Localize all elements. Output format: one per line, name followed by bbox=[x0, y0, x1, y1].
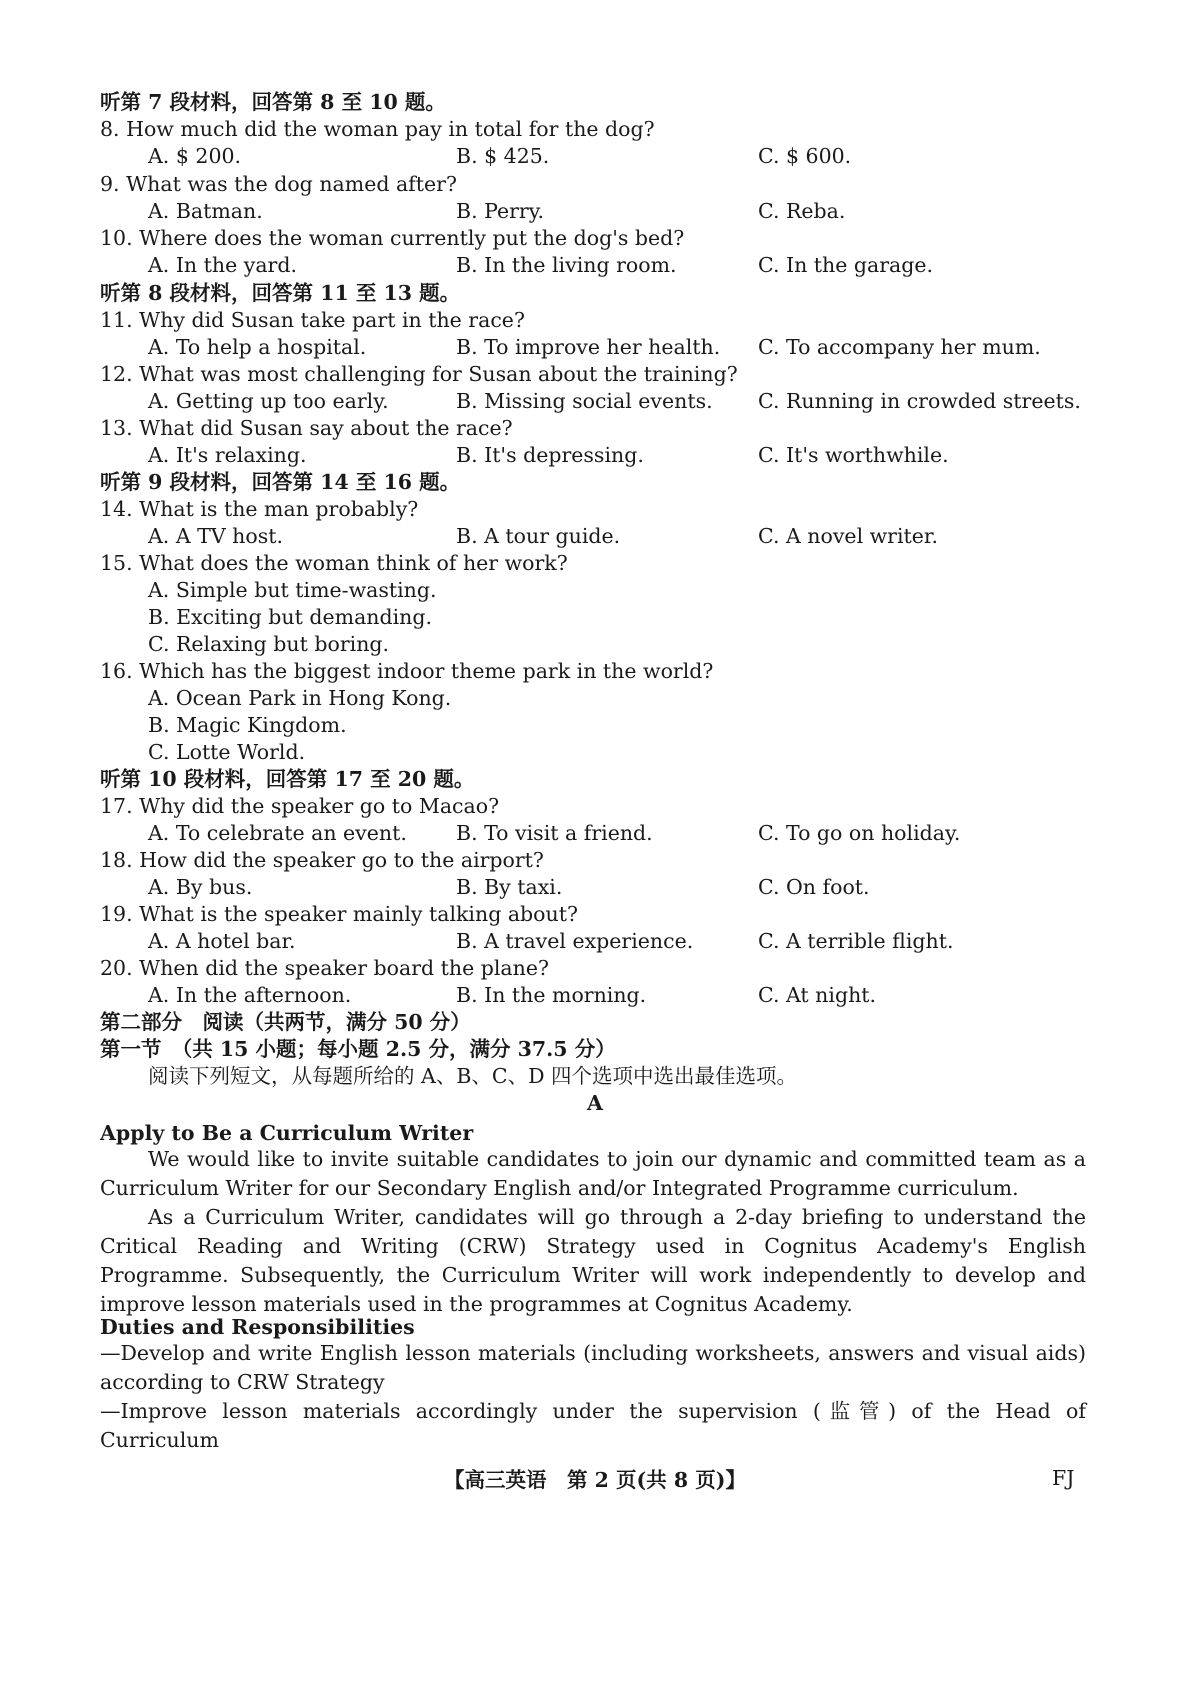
passage-label: A bbox=[587, 1091, 603, 1115]
option-a: A. $ 200. bbox=[148, 144, 242, 168]
question-19: 19. What is the speaker mainly talking about? bbox=[100, 902, 578, 926]
options-row bbox=[0, 929, 1190, 953]
option-c: C. In the garage. bbox=[758, 253, 934, 277]
instruction: 阅读下列短文，从每题所给的 A、B、C、D 四个选项中选出最佳选项。 bbox=[148, 1064, 798, 1088]
option-c: C. $ 600. bbox=[758, 144, 852, 168]
option-a: A. By bus. bbox=[148, 875, 253, 899]
duty-item: —Improve lesson materials accordingly under the supervision (监管) of the Head of Curriculum bbox=[100, 1399, 1086, 1452]
options-row bbox=[0, 524, 1190, 548]
options-row bbox=[0, 199, 1190, 223]
option-c: C. It's worthwhile. bbox=[758, 443, 949, 467]
options-row bbox=[0, 983, 1190, 1007]
options-row bbox=[0, 253, 1190, 277]
question-8: 8. How much did the woman pay in total for the dog? bbox=[100, 117, 655, 141]
options-row bbox=[0, 443, 1190, 467]
option-a: A. Ocean Park in Hong Kong. bbox=[148, 686, 452, 710]
option-c: C. At night. bbox=[758, 983, 877, 1007]
option-b: B. Perry. bbox=[456, 199, 545, 223]
question-17: 17. Why did the speaker go to Macao? bbox=[100, 794, 500, 818]
question-9: 9. What was the dog named after? bbox=[100, 172, 457, 196]
question-14: 14. What is the man probably? bbox=[100, 497, 419, 521]
section-title: 第一节 （共 15 小题；每小题 2.5 分，满分 37.5 分） bbox=[100, 1037, 616, 1061]
section-header: 听第 8 段材料，回答第 11 至 13 题。 bbox=[100, 281, 461, 305]
section-header: 听第 10 段材料，回答第 17 至 20 题。 bbox=[100, 767, 475, 791]
option-b: B. Magic Kingdom. bbox=[148, 713, 347, 737]
option-c: C. On foot. bbox=[758, 875, 870, 899]
option-a: A. Getting up too early. bbox=[148, 389, 389, 413]
option-c: C. A terrible flight. bbox=[758, 929, 954, 953]
option-c: C. Lotte World. bbox=[148, 740, 306, 764]
option-b: B. $ 425. bbox=[456, 144, 550, 168]
page-footer: 【高三英语 第 2 页(共 8 页)】 bbox=[444, 1468, 746, 1492]
option-c: C. To accompany her mum. bbox=[758, 335, 1041, 359]
options-row bbox=[0, 821, 1190, 845]
option-a: A. A TV host. bbox=[148, 524, 283, 548]
option-a: A. It's relaxing. bbox=[148, 443, 307, 467]
option-a: A. To celebrate an event. bbox=[148, 821, 407, 845]
question-13: 13. What did Susan say about the race? bbox=[100, 416, 513, 440]
option-a: A. In the yard. bbox=[148, 253, 297, 277]
option-a: A. Batman. bbox=[148, 199, 263, 223]
part-title: 第二部分 阅读（共两节，满分 50 分） bbox=[100, 1010, 471, 1034]
question-12: 12. What was most challenging for Susan about the training? bbox=[100, 362, 738, 386]
option-c: C. Relaxing but boring. bbox=[148, 632, 390, 656]
option-b: B. To improve her health. bbox=[456, 335, 721, 359]
option-b: B. In the living room. bbox=[456, 253, 677, 277]
option-a: A. To help a hospital. bbox=[148, 335, 367, 359]
options-row bbox=[0, 389, 1190, 413]
section-header: 听第 9 段材料，回答第 14 至 16 题。 bbox=[100, 470, 461, 494]
option-b: B. To visit a friend. bbox=[456, 821, 653, 845]
option-b: B. In the morning. bbox=[456, 983, 647, 1007]
option-b: B. It's depressing. bbox=[456, 443, 644, 467]
option-c: C. A novel writer. bbox=[758, 524, 938, 548]
question-18: 18. How did the speaker go to the airport? bbox=[100, 848, 544, 872]
option-b: B. A tour guide. bbox=[456, 524, 621, 548]
options-row bbox=[0, 335, 1190, 359]
article-title: Apply to Be a Curriculum Writer bbox=[100, 1121, 474, 1145]
option-a: A. Simple but time-wasting. bbox=[148, 578, 437, 602]
option-c: C. To go on holiday. bbox=[758, 821, 961, 845]
article-paragraph: We would like to invite suitable candidates to join our dynamic and committed team as a Curriculum Writer for our Secondary English and/or Integrated Programme curriculum. bbox=[100, 1147, 1086, 1200]
option-b: B. A travel experience. bbox=[456, 929, 694, 953]
section-header: 听第 7 段材料，回答第 8 至 10 题。 bbox=[100, 90, 446, 114]
option-b: B. Missing social events. bbox=[456, 389, 713, 413]
option-b: B. Exciting but demanding. bbox=[148, 605, 433, 629]
question-15: 15. What does the woman think of her work? bbox=[100, 551, 568, 575]
footer-code: FJ bbox=[1052, 1466, 1075, 1490]
option-b: B. By taxi. bbox=[456, 875, 563, 899]
duty-item: —Develop and write English lesson materials (including worksheets, answers and visual aids) according to CRW Strategy bbox=[100, 1341, 1086, 1394]
option-c: C. Reba. bbox=[758, 199, 846, 223]
option-a: A. In the afternoon. bbox=[148, 983, 352, 1007]
duties-title: Duties and Responsibilities bbox=[100, 1315, 415, 1339]
question-10: 10. Where does the woman currently put the dog's bed? bbox=[100, 226, 685, 250]
question-16: 16. Which has the biggest indoor theme park in the world? bbox=[100, 659, 714, 683]
options-row bbox=[0, 144, 1190, 168]
question-20: 20. When did the speaker board the plane? bbox=[100, 956, 549, 980]
article-paragraph: As a Curriculum Writer, candidates will go through a 2-day briefing to understand the Critical Reading and Writing (CRW) Strategy used in Cognitus Academy's English Programme. Subsequently, the Curriculum Writer will work independently to develop and improve lesson materials used in the programmes at Cognitus Academy. bbox=[100, 1205, 1086, 1316]
options-row bbox=[0, 875, 1190, 899]
option-c: C. Running in crowded streets. bbox=[758, 389, 1081, 413]
question-11: 11. Why did Susan take part in the race? bbox=[100, 308, 525, 332]
option-a: A. A hotel bar. bbox=[148, 929, 296, 953]
